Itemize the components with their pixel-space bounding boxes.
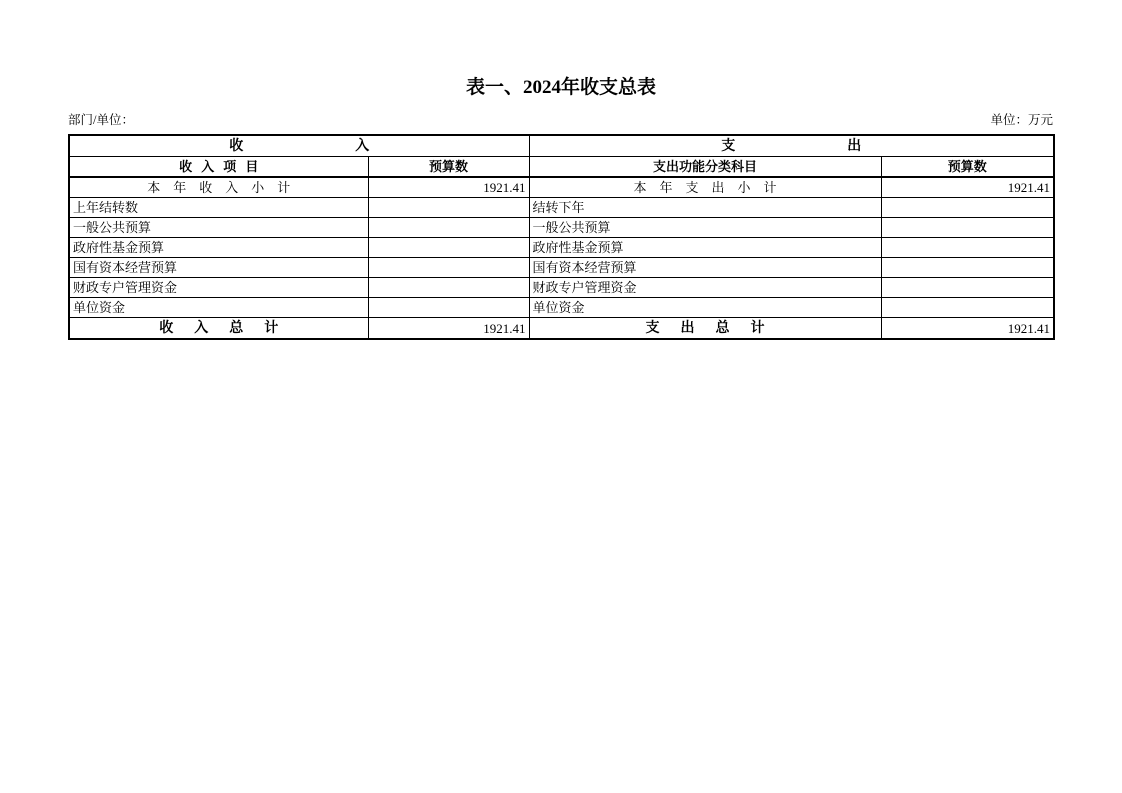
- income-gov-fund-value: [368, 238, 529, 258]
- total-row: [69, 318, 1054, 340]
- expense-state-capital-label: 国有资本经营预算: [529, 258, 881, 278]
- income-subtotal-label-cell: [69, 177, 368, 198]
- income-general-budget-label: 一般公共预算: [69, 218, 368, 238]
- expense-subtotal-label: 本年支出小计: [633, 180, 790, 195]
- table-row: [69, 177, 1054, 198]
- expense-carryover-label: 结转下年: [529, 198, 881, 218]
- expense-general-budget-value: [881, 218, 1054, 238]
- section-header-row: [69, 135, 1054, 157]
- column-header-row: [69, 157, 1054, 178]
- expense-fiscal-account-value: [881, 278, 1054, 298]
- expense-unit-funds-label: 单位资金: [529, 298, 881, 318]
- income-state-capital-value: [368, 258, 529, 278]
- expense-gov-fund-label: 政府性基金预算: [529, 238, 881, 258]
- expense-fiscal-account-label: 财政专户管理资金: [529, 278, 881, 298]
- expense-subtotal-value: 1921.41: [881, 177, 1054, 198]
- income-carryover-label: 上年结转数: [69, 198, 368, 218]
- table-row: [69, 198, 1054, 218]
- income-total-value: 1921.41: [368, 318, 529, 340]
- table-row: [69, 218, 1054, 238]
- income-subtotal-label: 本年收入小计: [147, 180, 304, 195]
- page-title: 表一、2024年收支总表: [465, 77, 656, 98]
- income-budget-column-label: 预算数: [428, 159, 468, 174]
- income-section-label: 收入: [229, 138, 482, 154]
- budget-summary-table: [68, 134, 1055, 340]
- expense-gov-fund-value: [881, 238, 1054, 258]
- income-budget-column-header: [368, 157, 529, 178]
- expense-section-label: 支出: [721, 138, 974, 154]
- table-row: [69, 238, 1054, 258]
- expense-budget-column-header: [881, 157, 1054, 178]
- income-state-capital-label: 国有资本经营预算: [69, 258, 368, 278]
- expense-item-column-label: 支出功能分类科目: [652, 159, 757, 174]
- income-unit-funds-label: 单位资金: [69, 298, 368, 318]
- income-gov-fund-label: 政府性基金预算: [69, 238, 368, 258]
- table-row: [69, 298, 1054, 318]
- expense-subtotal-label-cell: [529, 177, 881, 198]
- expense-total-value: 1921.41: [881, 318, 1054, 340]
- income-total-label-cell: [69, 318, 368, 340]
- table-row: [69, 278, 1054, 298]
- income-subtotal-value: 1921.41: [368, 177, 529, 198]
- income-total-label: 收入总计: [159, 321, 300, 336]
- expense-carryover-value: [881, 198, 1054, 218]
- income-section-header: [69, 135, 529, 157]
- expense-section-header: [529, 135, 1054, 157]
- income-fiscal-account-label: 财政专户管理资金: [69, 278, 368, 298]
- expense-total-label-cell: [529, 318, 881, 340]
- income-fiscal-account-value: [368, 278, 529, 298]
- income-carryover-value: [368, 198, 529, 218]
- expense-state-capital-value: [881, 258, 1054, 278]
- expense-unit-funds-value: [881, 298, 1054, 318]
- expense-item-column-header: [529, 157, 881, 178]
- income-general-budget-value: [368, 218, 529, 238]
- expense-budget-column-label: 预算数: [947, 159, 987, 174]
- table-row: [69, 258, 1054, 278]
- expense-total-label: 支出总计: [645, 321, 786, 336]
- department-label: 部门/单位：: [68, 113, 134, 127]
- meta-row: [68, 112, 1053, 128]
- unit-label: 单位：万元: [990, 113, 1053, 127]
- income-unit-funds-value: [368, 298, 529, 318]
- income-item-column-header: [69, 157, 368, 178]
- expense-general-budget-label: 一般公共预算: [529, 218, 881, 238]
- income-item-column-label: 收入项目: [179, 159, 268, 174]
